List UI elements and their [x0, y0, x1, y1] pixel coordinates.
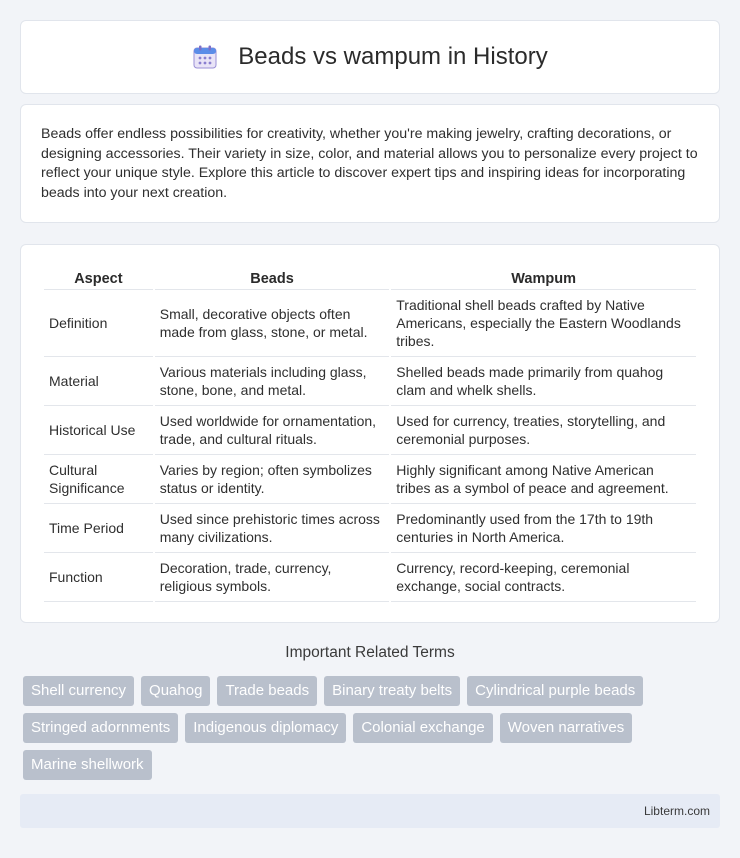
- tag-colonial-exchange[interactable]: Colonial exchange: [353, 713, 492, 743]
- cell-aspect: Material: [44, 357, 153, 406]
- tag-quahog[interactable]: Quahog: [141, 676, 210, 706]
- header-card: [20, 20, 720, 94]
- header-wampum: Wampum: [391, 265, 696, 290]
- table-row: [44, 357, 696, 406]
- intro-card: [20, 104, 720, 223]
- comparison-table: [42, 265, 698, 602]
- comparison-table-card: [20, 244, 720, 623]
- footer-brand[interactable]: Libterm.com: [643, 804, 710, 818]
- footer: [20, 794, 720, 828]
- table-row: [44, 553, 696, 602]
- header-aspect: Aspect: [44, 265, 153, 290]
- cell-beads: Decoration, trade, currency, religious symbols.: [155, 553, 390, 602]
- cell-beads: Used worldwide for ornamentation, trade, and cultural rituals.: [155, 406, 390, 455]
- cell-beads: Various materials including glass, stone, bone, and metal.: [155, 357, 390, 406]
- header-beads: Beads: [155, 265, 390, 290]
- cell-aspect: Time Period: [44, 504, 153, 553]
- tag-marine-shellwork[interactable]: Marine shellwork: [23, 750, 152, 780]
- cell-beads: Varies by region; often symbolizes status or identity.: [155, 455, 390, 504]
- cell-wampum: Traditional shell beads crafted by Native Americans, especially the Eastern Woodlands tribes.: [391, 290, 696, 357]
- header: [192, 43, 547, 71]
- cell-aspect: Function: [44, 553, 153, 602]
- cell-wampum: Used for currency, treaties, storytelling, and ceremonial purposes.: [391, 406, 696, 455]
- calendar-icon: [192, 44, 218, 70]
- intro-text: Beads offer endless possibilities for creativity, whether you're making jewelry, crafting decorations, or designing accessories. Their variety in size, color, and material allows you to personalize every project to reflect your unique style. Explore this article to discover expert tips and inspiring ideas for incorporating beads into your next creation.: [41, 126, 698, 201]
- cell-aspect: Historical Use: [44, 406, 153, 455]
- tag-cylindrical-purple-beads[interactable]: Cylindrical purple beads: [467, 676, 643, 706]
- cell-aspect: Definition: [44, 290, 153, 357]
- cell-wampum: Shelled beads made primarily from quahog clam and whelk shells.: [391, 357, 696, 406]
- table-row: [44, 290, 696, 357]
- table-row: [44, 455, 696, 504]
- table-row: [44, 406, 696, 455]
- tag-trade-beads[interactable]: Trade beads: [217, 676, 317, 706]
- cell-beads: Used since prehistoric times across many civilizations.: [155, 504, 390, 553]
- table-header-row: [44, 265, 696, 290]
- cell-wampum: Currency, record-keeping, ceremonial exchange, social contracts.: [391, 553, 696, 602]
- page-title: Beads vs wampum in History: [238, 43, 548, 70]
- tag-indigenous-diplomacy[interactable]: Indigenous diplomacy: [185, 713, 346, 743]
- tag-shell-currency[interactable]: Shell currency: [23, 676, 134, 706]
- tag-binary-treaty-belts[interactable]: Binary treaty belts: [324, 676, 460, 706]
- related-terms-title: Important Related Terms: [285, 644, 455, 661]
- table-row: [44, 504, 696, 553]
- cell-wampum: Highly significant among Native American tribes as a symbol of peace and agreement.: [391, 455, 696, 504]
- related-terms-tags: [23, 676, 723, 787]
- cell-beads: Small, decorative objects often made from glass, stone, or metal.: [155, 290, 390, 357]
- cell-aspect: Cultural Significance: [44, 455, 153, 504]
- tag-stringed-adornments[interactable]: Stringed adornments: [23, 713, 178, 743]
- cell-wampum: Predominantly used from the 17th to 19th centuries in North America.: [391, 504, 696, 553]
- tag-woven-narratives[interactable]: Woven narratives: [500, 713, 632, 743]
